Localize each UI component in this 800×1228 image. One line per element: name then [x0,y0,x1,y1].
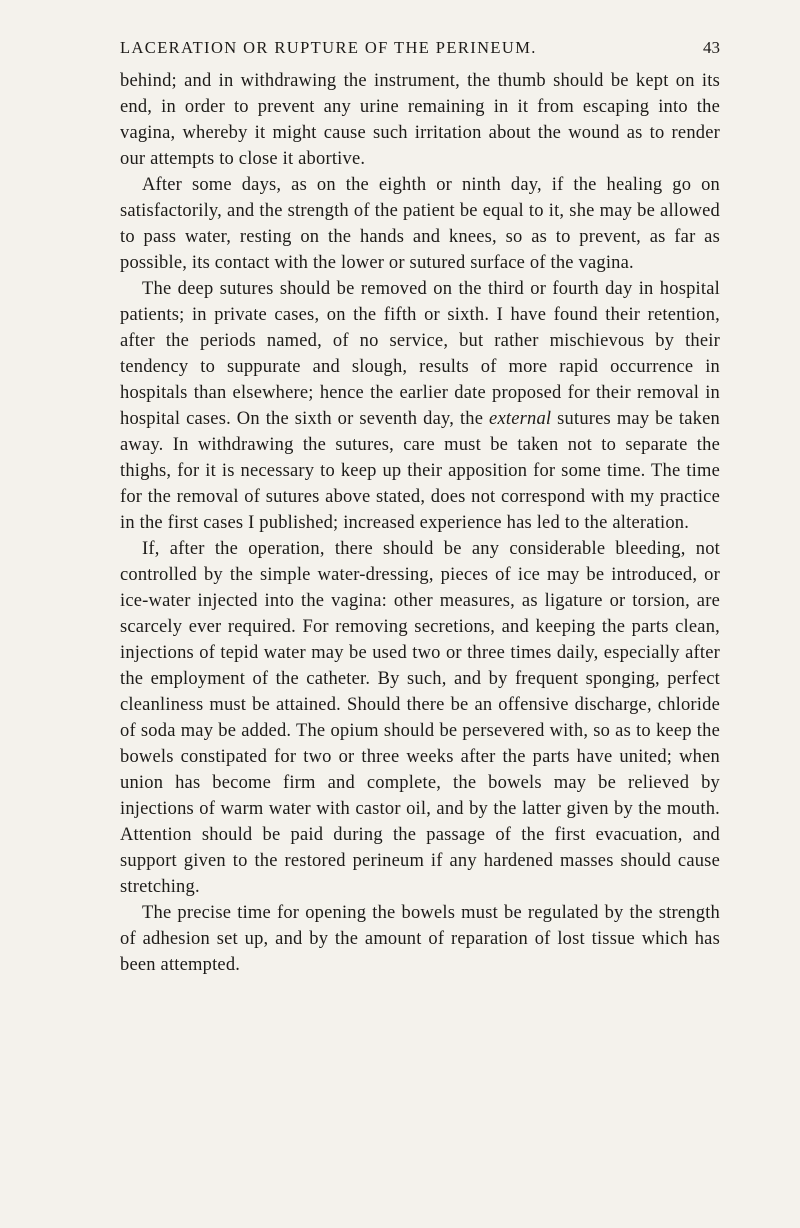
paragraph-5: The precise time for opening the bowels must be regulated by the strength of adhesion set up, and by the amount of reparation of lost tissue which has been attempted. [120,903,720,975]
paragraph-3-part-2: sutures may be taken away. In withdrawing the sutures, care must be taken not to separate the thighs, for it is necessary to keep up their apposition for some time. The time for the removal of sutures above stated, does not correspond with my practice in the first cases I published; increased experience has led to the alteration. [120,409,720,533]
running-header [120,36,720,60]
paragraph-3 [120,276,720,536]
paragraph-1: behind; and in withdrawing the instrument, the thumb should be kept on its end, in order to prevent any urine remaining in it from escaping into the vagina, whereby it might cause such irritation about the wound as to render our attempts to close it abortive. [120,71,720,169]
emphasized-word: external [489,409,552,429]
paragraph-3-part-1: The deep sutures should be removed on the third or fourth day in hospital patients; in private cases, on the fifth or sixth. I have found their retention, after the periods named, of no service, but rather mischievous by their tendency to suppurate and slough, results of more rapid occurrence in hospitals than elsewhere; hence the earlier date proposed for their removal in hospital cases. On the sixth or seventh day, the [120,279,720,429]
paragraph-4: If, after the operation, there should be any considerable bleeding, not controlled by the simple water-dressing, pieces of ice may be introduced, or ice-water injected into the vagina: other measures, as ligature or torsion, are scarcely ever required. For removing secretions, and keeping the parts clean, injections of tepid water may be used two or three times daily, especially after the employment of the catheter. By such, and by frequent sponging, perfect cleanliness must be attained. Should there be an offensive discharge, chloride of soda may be added. The opium should be persevered with, so as to keep the bowels constipated for two or three weeks after the parts have united; when union has become firm and complete, the bowels may be relieved by injections of warm water with castor oil, and by the latter given by the mouth. Attention should be paid during the passage of the first evacuation, and support given to the restored perineum if any hardened masses should cause stretching. [120,539,720,897]
page-number: 43 [703,38,720,57]
running-title: LACERATION OR RUPTURE OF THE PERINEUM. [120,38,537,57]
paragraph-2: After some days, as on the eighth or ninth day, if the healing go on satisfactorily, and the strength of the patient be equal to it, she may be allowed to pass water, resting on the hands and knees, so as to prevent, as far as possible, its contact with the lower or sutured surface of the vagina. [120,175,720,273]
body-text [120,68,720,978]
